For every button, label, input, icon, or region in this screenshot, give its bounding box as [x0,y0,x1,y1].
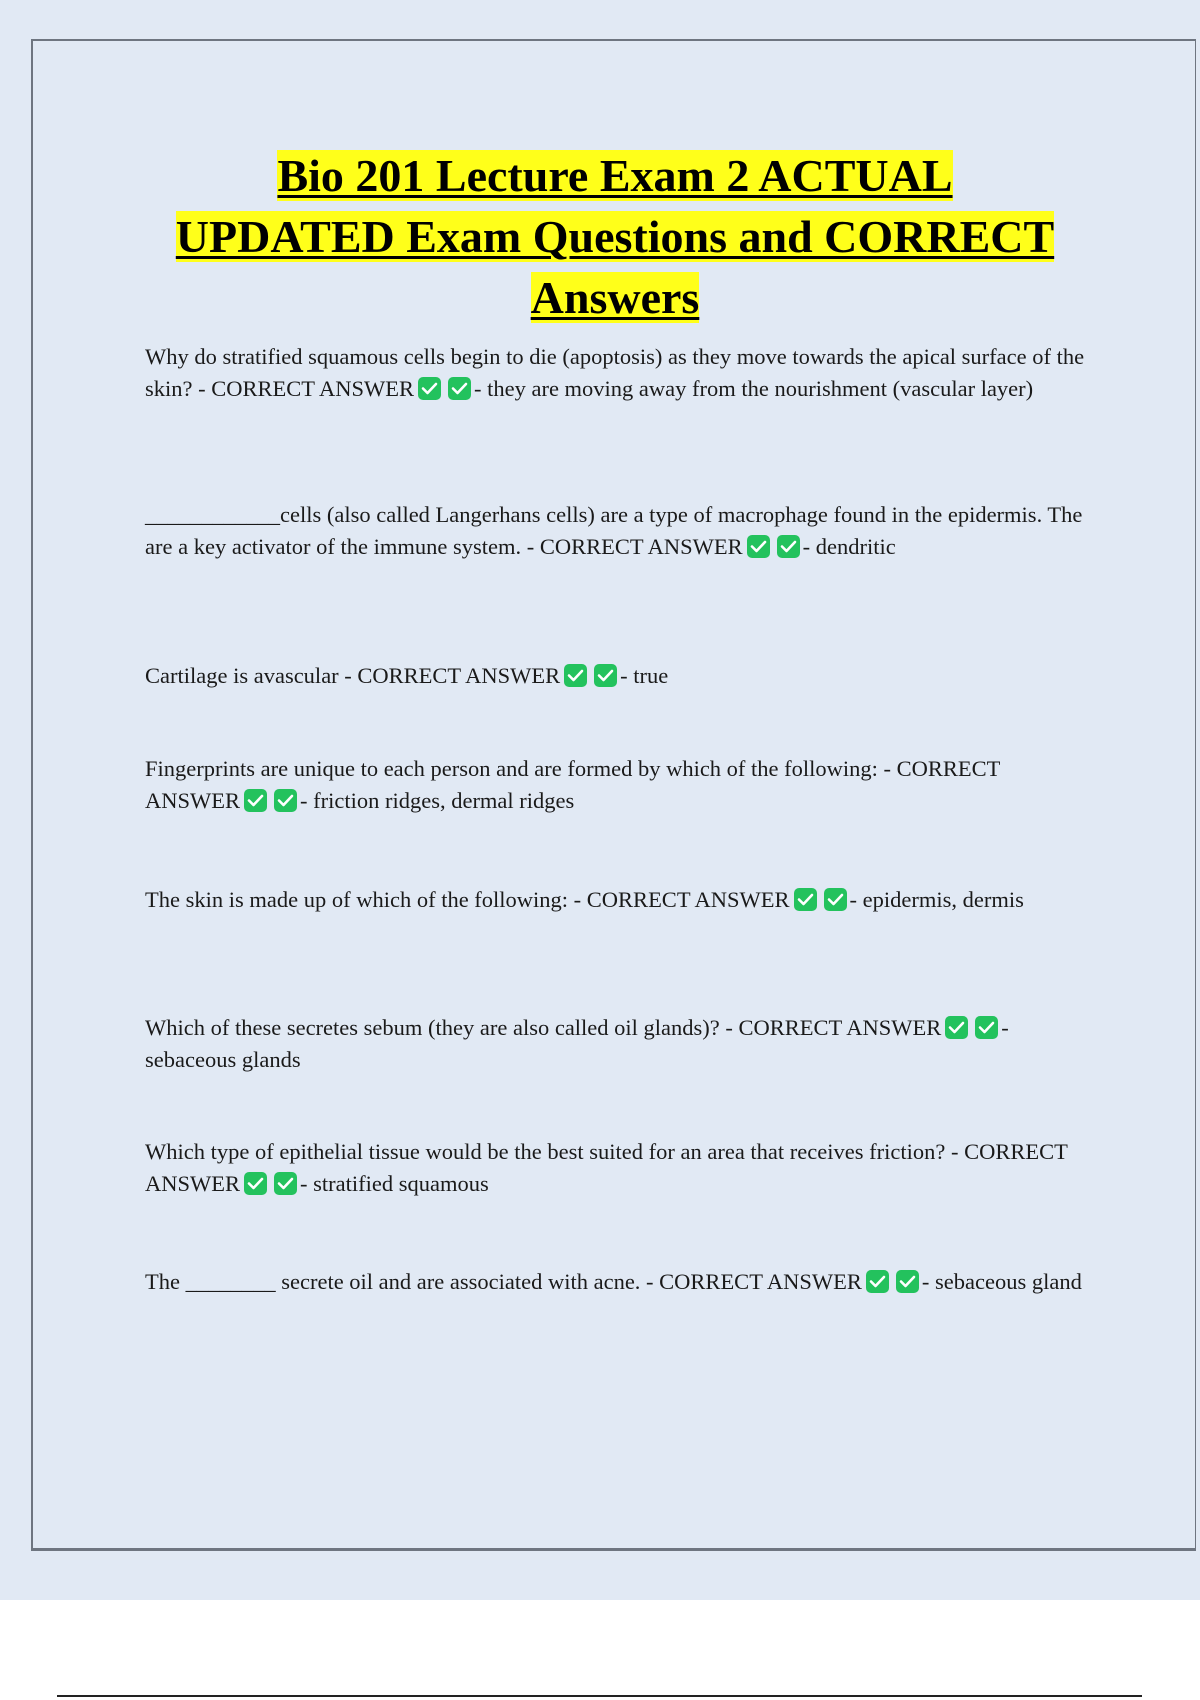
check-mark-icon [777,535,800,558]
check-mark-icon [945,1016,968,1039]
check-mark-icon [418,377,441,400]
question-text: The skin is made up of which of the following: - CORRECT ANSWER [145,887,790,912]
question-text: Which type of epithelial tissue would be the best suited for an area that receives friction? - CORRECT ANSWER [145,1139,1068,1196]
check-mark-icon [747,535,770,558]
check-mark-icon [594,664,617,687]
check-mark-icon [866,1270,889,1293]
qa-item [145,499,1090,563]
answer-text: - stratified squamous [300,1171,489,1196]
answer-text: - dendritic [802,534,896,559]
qa-item [145,341,1090,405]
question-text: Fingerprints are unique to each person and are formed by which of the following: - CORRECT ANSWER [145,756,1001,813]
footer-rule [57,1695,1142,1697]
answer-text: - sebaceous glands [145,1015,1009,1072]
answer-text: - epidermis, dermis [849,887,1024,912]
answer-text: - sebaceous gland [921,1269,1082,1294]
document-title [140,145,1090,328]
check-mark-icon [244,1172,267,1195]
check-mark-icon [975,1016,998,1039]
qa-item [145,753,1090,817]
check-mark-icon [564,664,587,687]
title-line: Answers [530,272,700,323]
question-text: Cartilage is avascular - CORRECT ANSWER [145,663,561,688]
question-text: The ________ secrete oil and are associated with acne. - CORRECT ANSWER [145,1269,862,1294]
qa-item [145,884,1090,916]
question-text: Why do stratified squamous cells begin to die (apoptosis) as they move towards the apical surface of the skin? - CORRECT ANSWER [145,344,1085,401]
check-mark-icon [448,377,471,400]
qa-item [145,1266,1090,1298]
qa-item [145,1136,1090,1200]
answer-text: - they are moving away from the nourishment (vascular layer) [473,376,1034,401]
answer-text: - true [620,663,669,688]
title-line: Bio 201 Lecture Exam 2 ACTUAL [277,150,953,201]
check-mark-icon [824,888,847,911]
title-line: UPDATED Exam Questions and CORRECT [175,211,1055,262]
question-text: Which of these secretes sebum (they are also called oil glands)? - CORRECT ANSWER [145,1015,942,1040]
answer-text: - friction ridges, dermal ridges [300,788,575,813]
qa-item [145,1012,1090,1076]
check-mark-icon [244,789,267,812]
check-mark-icon [896,1270,919,1293]
qa-item [145,660,1090,692]
question-text: ____________cells (also called Langerhans cells) are a type of macrophage found in the epidermis. The are a key activator of the immune system. - CORRECT ANSWER [145,502,1083,559]
check-mark-icon [274,789,297,812]
check-mark-icon [274,1172,297,1195]
check-mark-icon [794,888,817,911]
